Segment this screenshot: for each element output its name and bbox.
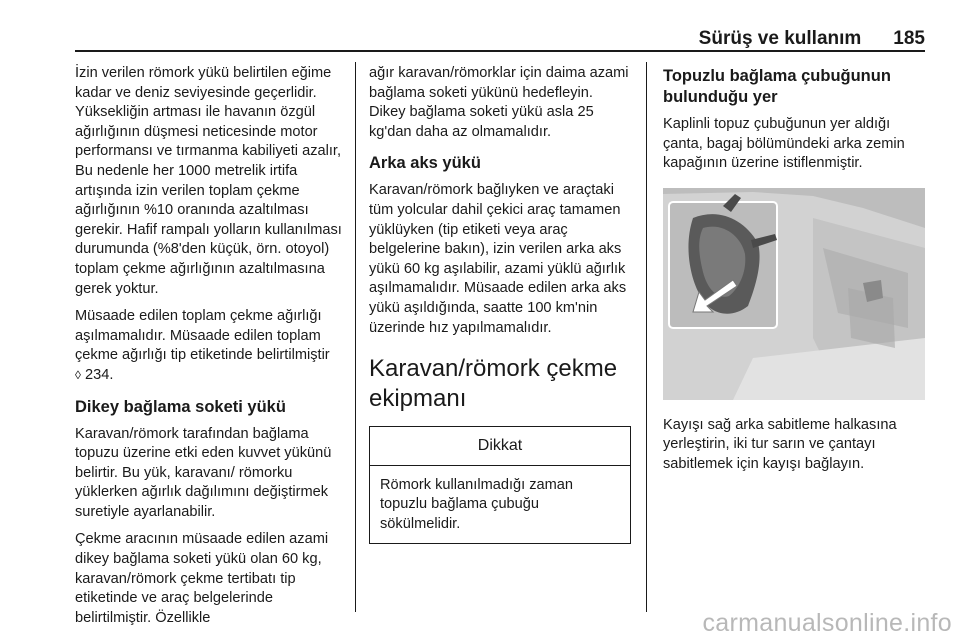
paragraph: Kaplinli topuz çubuğunun yer aldığı çanta, bagaj bölümündeki arka zemin kapağının üzerine istiflenmiştir. — [663, 116, 905, 172]
paragraph — [75, 307, 343, 385]
column-divider — [646, 62, 647, 612]
section-title: Karavan/römork çekme ekipmanı — [369, 355, 618, 413]
paragraph: Karavan/römork bağlıyken ve araçtaki tüm yolcular dahil çekici araç tamamen yüklüyken (tip etiketi veya araç belgelerine bakın), izin verilen arka aks yükü 60 kg aşılabilir, azami yüklü ağırlık aşılmamalıdır. Müsaade edilen arka aks yükü aşıldığında, saatte 100 km'nin üzerinde hız yapılmamalıdır. — [369, 182, 627, 336]
paragraph: Çekme aracının müsaade edilen azami dikey bağlama soketi yükü olan 60 kg, karavan/römork çekme tertibatı tip etiketinde ve araç belgelerinde belirtilmiştir. Özellikle — [75, 531, 329, 626]
header-rule — [75, 50, 925, 52]
subheading-vertical-load: Dikey bağlama soketi yükü — [75, 397, 286, 416]
paragraph-text: Müsaade edilen toplam çekme ağırlığı aşılmamalıdır. Müsaade edilen toplam çekme ağırlığı tip etiketinde belirtilmiştir — [75, 308, 330, 364]
column-left — [75, 64, 343, 636]
reference-arrow-icon: ◊ — [75, 367, 81, 382]
column-divider — [355, 62, 356, 612]
page-reference-link[interactable] — [75, 367, 113, 383]
page-number: 185 — [893, 28, 925, 49]
column-middle — [369, 64, 631, 544]
header-title: Sürüş ve kullanım — [698, 28, 862, 49]
subheading-location: Topuzlu bağlama çubuğunun bulunduğu yer — [663, 67, 891, 106]
trunk-illustration-svg — [663, 188, 925, 400]
subheading-rear-axle: Arka aks yükü — [369, 154, 481, 173]
reference-page: 234. — [85, 366, 114, 383]
notice-box — [369, 426, 631, 543]
watermark: carmanualsonline.info — [702, 609, 952, 637]
column-right — [663, 64, 925, 483]
notice-title: Dikkat — [370, 427, 630, 466]
paragraph: İzin verilen römork yükü belirtilen eğime kadar ve deniz seviyesinde geçerlidir. Yüksekliğin artması ile havanın özgül ağırlığının düşmesi neticesinde motor performansı ve tırmanma kabiliyeti azalır, Bu nedenle her 1000 metrelik irtifa artışında izin verilen toplam çekme ağırlığının %10 oranında azaltılması gerekir. Hafif rampalı yolların kullanılması durumunda (%8'den küçük, örn. otoyol) toplam çekme ağırlığının azaltılmasına gerek yoktur. — [75, 65, 342, 297]
page-header — [75, 28, 925, 52]
notice-text: Römork kullanılmadığı zaman topuzlu bağlama çubuğu sökülmelidir. — [380, 476, 574, 532]
paragraph: Kayışı sağ arka sabitleme halkasına yerleştirin, iki tur sarın ve çantayı sabitlemek için kayışı bağlayın. — [663, 416, 897, 472]
paragraph: Karavan/römork tarafından bağlama topuzu üzerine etki eden kuvvet yükünü belirtir. Bu yük, karavanı/ römorku yüklerken ağırlık dağılımını değiştirmek suretiyle ayarlanabilir. — [75, 425, 332, 520]
trunk-illustration — [663, 188, 925, 400]
paragraph: ağır karavan/römorklar için daima azami bağlama soketi yükünü hedefleyin. Dikey bağlama soketi yükü asla 25 kg'dan daha az olmamalıdır. — [369, 65, 629, 140]
